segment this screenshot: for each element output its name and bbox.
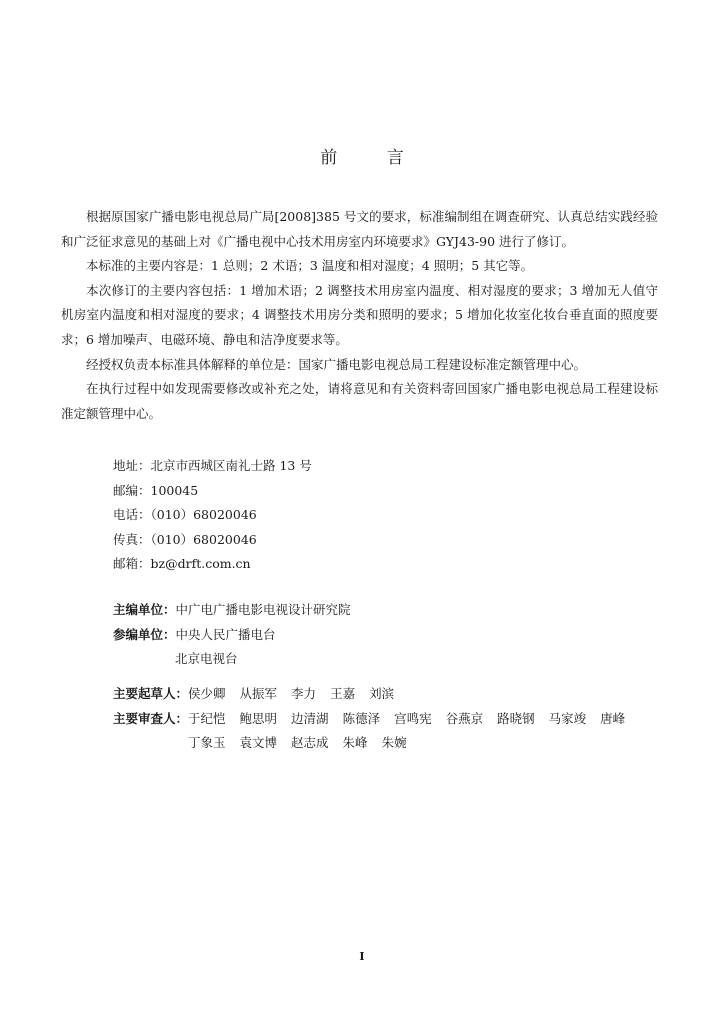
participating-unit-label: 参编单位： <box>113 626 176 642</box>
reviewer-name: 马家竣 <box>548 710 587 726</box>
reviewer-name: 唐峰 <box>600 710 626 726</box>
reviewer-name: 赵志成 <box>291 735 329 750</box>
participating-unit-row <box>113 623 351 648</box>
chief-unit-label: 主编单位： <box>113 602 176 617</box>
drafter-name: 侯少卿 <box>188 686 226 701</box>
reviewer-name: 鲍思明 <box>239 710 278 726</box>
contact-postcode: 邮编：100045 <box>113 482 199 498</box>
drafter-name: 刘滨 <box>369 686 395 701</box>
drafter-name: 从振军 <box>239 686 278 701</box>
drafters-names <box>188 682 408 707</box>
reviewer-name: 陈德泽 <box>342 710 381 726</box>
paragraph-main-content: 本标准的主要内容是：1 总则；2 术语；3 温度和相对湿度；4 照明；5 其它等。 <box>86 258 534 274</box>
preface-body <box>61 205 658 426</box>
drafter-name: 李力 <box>291 686 317 701</box>
reviewer-name: 于纪恺 <box>188 710 226 726</box>
contact-address: 地址：北京市西城区南礼士路 13 号 <box>113 458 312 473</box>
page-number: I <box>359 950 365 963</box>
chief-unit-value: 中广电广播电影电视设计研究院 <box>175 602 351 617</box>
reviewer-name: 丁象玉 <box>188 735 226 750</box>
paragraph-revision-basis: 根据原国家广播电影电视总局广局[2008]385 号文的要求，标准编制组在调查研究、认真总结实践经验和广泛征求意见的基础上对《广播电视中心技术用房室内环境要求》GYJ43-90 进行了修订。 <box>61 209 658 249</box>
reviewer-name: 路晓钢 <box>497 710 535 726</box>
contact-fax: 传真：（010）68020046 <box>113 531 257 547</box>
participating-unit-value: 北京电视台 <box>175 651 238 666</box>
reviewer-name: 朱峰 <box>342 735 368 750</box>
reviewer-name: 袁文博 <box>239 735 278 750</box>
contact-phone: 电话：（010）68020046 <box>113 507 257 522</box>
reviewers-row-2 <box>113 731 639 756</box>
contact-email: 邮箱：bz@drft.com.cn <box>113 556 251 571</box>
reviewers-names-line1 <box>188 707 639 732</box>
participating-unit-row-2 <box>113 647 351 672</box>
drafters-row <box>113 682 639 707</box>
reviewer-name: 边清湖 <box>291 710 329 726</box>
participating-unit-value: 中央人民广播电台 <box>175 626 276 642</box>
drafter-name: 王嘉 <box>330 686 356 701</box>
reviewers-label: 主要审查人： <box>113 710 189 726</box>
reviewer-name: 朱婉 <box>381 735 407 750</box>
reviewer-name: 谷燕京 <box>445 710 484 726</box>
paragraph-interpretation-unit: 经授权负责本标准具体解释的单位是：国家广播电影电视总局工程建设标准定额管理中心。 <box>86 356 587 372</box>
people-section <box>113 682 639 756</box>
reviewers-names-line2 <box>188 731 421 756</box>
reviewer-name: 宫鸣宪 <box>394 710 432 726</box>
reviewers-row <box>113 707 639 732</box>
drafters-label: 主要起草人： <box>113 686 189 701</box>
organization-units <box>113 598 351 672</box>
paragraph-feedback: 在执行过程中如发现需要修改或补充之处，请将意见和有关资料寄回国家广播电影电视总局工程建设标准定额管理中心。 <box>61 381 658 421</box>
paragraph-revision-changes: 本次修订的主要内容包括：1 增加术语；2 调整技术用房室内温度、相对湿度的要求；3 增加无人值守机房室内温度和相对湿度的要求；4 调整技术用房分类和照明的要求；5 增加化妆室化妆台垂直面的照度要求；6 增加噪声、电磁环境、静电和洁净度要求等。 <box>61 282 658 347</box>
chief-unit-row <box>113 598 351 623</box>
page-title: 前 言 <box>320 148 426 168</box>
contact-info <box>113 454 312 577</box>
